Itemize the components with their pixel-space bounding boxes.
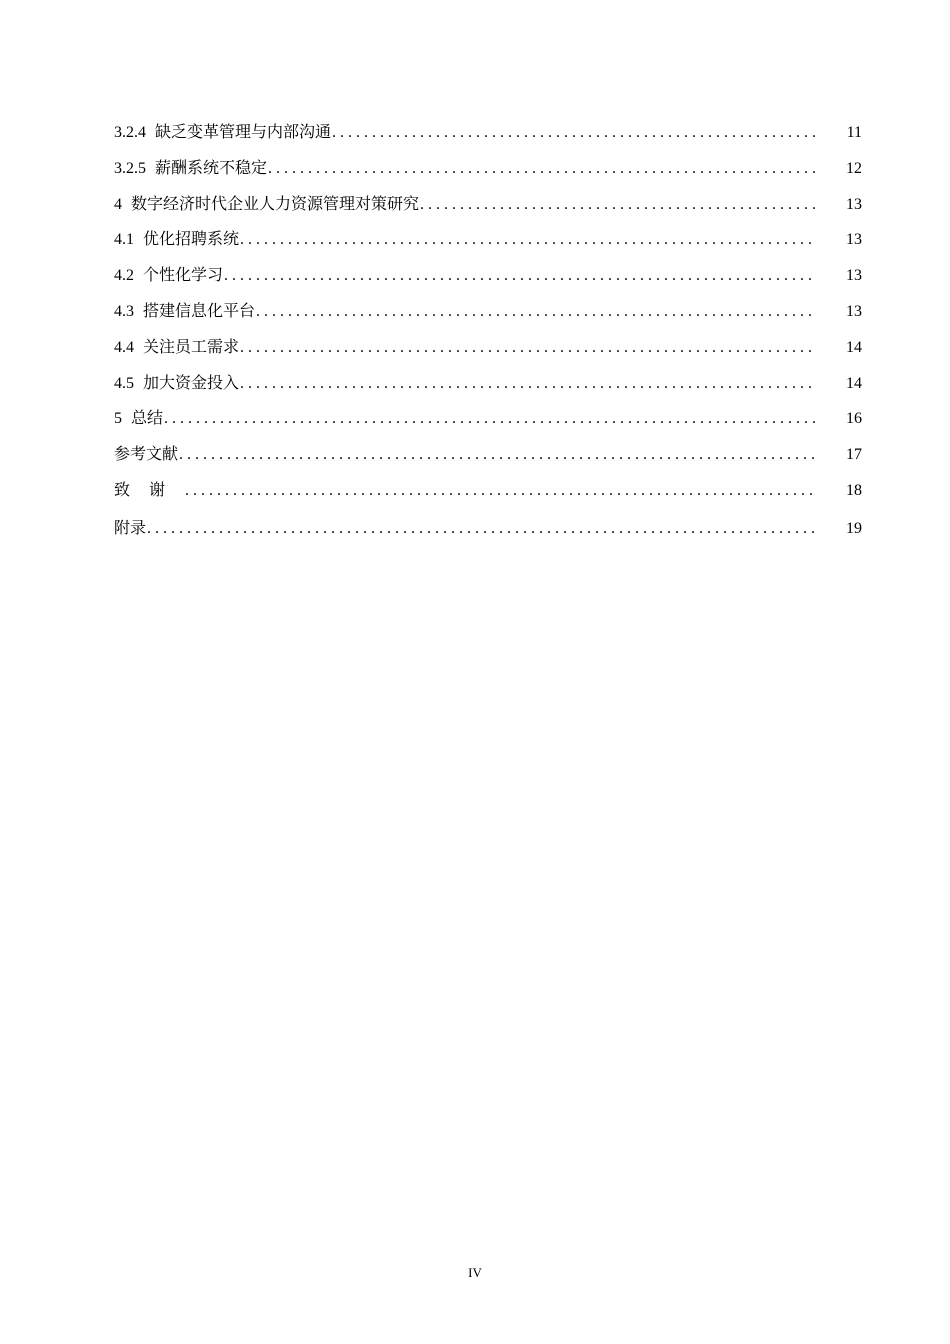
toc-entry-5[interactable]	[114, 400, 862, 436]
toc-entry-page: 13	[846, 195, 862, 213]
toc-entry-3-2-5[interactable]	[114, 150, 862, 186]
toc-entry-title: 总结	[131, 408, 164, 428]
dot-leader	[146, 511, 816, 547]
toc-entry-page: 12	[846, 159, 862, 177]
table-of-contents	[114, 114, 862, 546]
toc-entry-number: 3.2.4	[114, 124, 146, 141]
dot-leader	[223, 258, 816, 294]
toc-entry-page: 14	[846, 338, 862, 356]
dot-leader	[255, 294, 816, 330]
toc-entry-number: 4.2	[114, 267, 134, 285]
toc-entry-page: 11	[846, 124, 862, 141]
toc-entry-page: 13	[846, 231, 862, 249]
toc-entry-number: 4.3	[114, 302, 134, 320]
toc-entry-4-5[interactable]	[114, 365, 862, 401]
page-number-footer: IV	[468, 1265, 482, 1280]
toc-entry-page: 19	[846, 519, 862, 537]
toc-entry-page: 18	[846, 481, 862, 499]
toc-entry-4[interactable]	[114, 186, 862, 222]
dot-leader	[178, 437, 816, 473]
toc-entry-title: 致谢	[114, 479, 185, 499]
toc-entry-4-2[interactable]	[114, 257, 862, 293]
toc-entry-references[interactable]	[114, 436, 862, 472]
toc-entry-title: 附录	[114, 517, 147, 537]
dot-leader	[331, 115, 816, 151]
toc-entry-number: 4.4	[114, 338, 134, 356]
toc-entry-title: 加大资金投入	[143, 372, 240, 392]
toc-entry-page: 13	[846, 302, 862, 320]
dot-leader	[267, 151, 816, 187]
toc-entry-title: 缺乏变革管理与内部沟通	[155, 122, 332, 141]
dot-leader	[184, 473, 816, 509]
toc-entry-page: 16	[846, 410, 862, 428]
toc-entry-title: 数字经济时代企业人力资源管理对策研究	[131, 193, 420, 213]
toc-entry-title: 搭建信息化平台	[143, 300, 256, 320]
toc-entry-page: 13	[846, 267, 862, 285]
dot-leader	[239, 330, 816, 366]
toc-entry-title: 薪酬系统不稳定	[155, 157, 268, 177]
toc-entry-title: 关注员工需求	[143, 336, 240, 356]
toc-entry-number: 4	[114, 195, 122, 213]
toc-entry-number: 4.1	[114, 231, 134, 249]
toc-entry-4-4[interactable]	[114, 329, 862, 365]
dot-leader	[419, 187, 816, 223]
dot-leader	[239, 366, 816, 402]
toc-entry-title: 参考文献	[114, 444, 179, 464]
toc-entry-number: 3.2.5	[114, 159, 146, 177]
toc-entry-acknowledgements[interactable]	[114, 472, 862, 508]
dot-leader	[239, 222, 816, 258]
toc-entry-appendix[interactable]	[114, 510, 862, 546]
toc-entry-title: 优化招聘系统	[143, 229, 240, 249]
toc-entry-3-2-4[interactable]	[114, 114, 862, 150]
toc-entry-page: 14	[846, 374, 862, 392]
toc-entry-4-1[interactable]	[114, 221, 862, 257]
toc-entry-number: 5	[114, 410, 122, 428]
toc-entry-4-3[interactable]	[114, 293, 862, 329]
toc-entry-number: 4.5	[114, 374, 134, 392]
dot-leader	[163, 401, 816, 437]
toc-entry-page: 17	[846, 446, 862, 464]
toc-entry-title: 个性化学习	[143, 265, 224, 285]
